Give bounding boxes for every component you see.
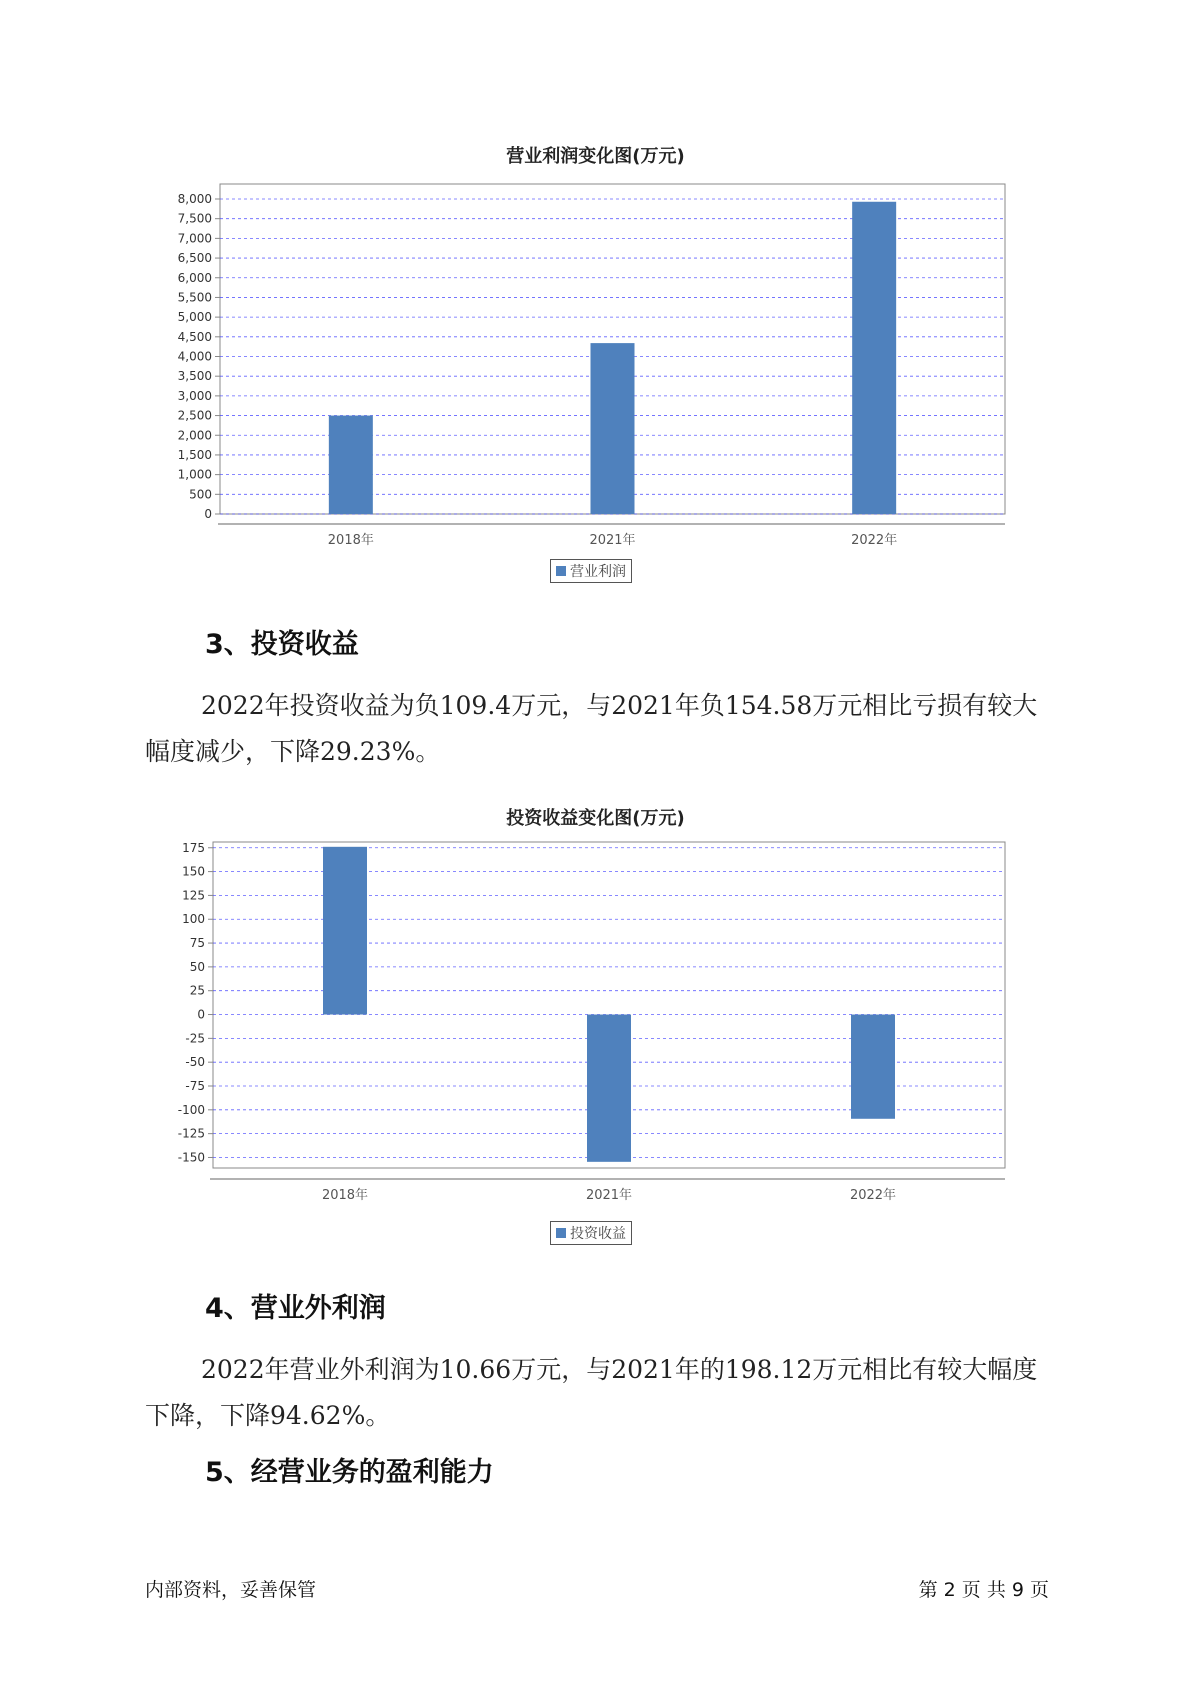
footer-page-number: 第 2 页 共 9 页 — [918, 1579, 1049, 1601]
section3-heading: 3、投资收益 — [205, 629, 359, 660]
y-tick-label: -100 — [177, 1102, 205, 1117]
y-tick-label: 7,000 — [177, 231, 212, 246]
section4-paragraph: 2022年营业外利润为10.66万元，与2021年的198.12万元相比有较大幅度下降，下降94.62%。 — [145, 1355, 1038, 1430]
y-tick-label: -50 — [185, 1055, 205, 1070]
bar-2018年 — [329, 416, 373, 514]
chart2-title: 投资收益变化图(万元) — [506, 808, 685, 829]
y-tick-label: -125 — [177, 1126, 205, 1141]
bar-2021年 — [587, 1015, 631, 1162]
y-tick-label: 100 — [182, 912, 205, 927]
y-tick-label: 3,500 — [177, 369, 212, 384]
y-tick-label: 25 — [189, 983, 205, 998]
y-tick-label: 0 — [197, 1007, 205, 1022]
bar-2022年 — [851, 1015, 895, 1119]
bar-2018年 — [323, 847, 367, 1015]
y-tick-label: 500 — [189, 487, 212, 502]
y-tick-label: 0 — [204, 507, 212, 521]
y-tick-label: -25 — [185, 1031, 205, 1046]
y-tick-label: 150 — [182, 864, 205, 879]
y-tick-label: 7,500 — [177, 211, 212, 226]
x-tick-label: 2018年 — [327, 533, 374, 548]
y-tick-label: 125 — [182, 888, 205, 903]
y-tick-label: 8,000 — [177, 192, 212, 206]
y-tick-label: 50 — [189, 959, 205, 974]
bar-2021年 — [591, 343, 635, 514]
y-tick-label: 2,000 — [177, 428, 212, 443]
y-tick-label: 175 — [182, 840, 205, 855]
x-tick-label: 2021年 — [585, 1188, 633, 1203]
chart1-legend — [550, 559, 632, 583]
footer-confidential: 内部资料，妥善保管 — [145, 1579, 317, 1601]
y-tick-label: -75 — [185, 1079, 205, 1093]
y-tick-label: 4,500 — [177, 329, 212, 344]
legend-swatch — [556, 1228, 566, 1238]
x-tick-label: 2018年 — [321, 1188, 369, 1203]
section3-paragraph: 2022年投资收益为负109.4万元，与2021年负154.58万元相比亏损有较大幅度减少，下降29.23%。 — [145, 691, 1038, 766]
section5-heading: 5、经营业务的盈利能力 — [205, 1457, 494, 1488]
y-tick-label: 75 — [189, 936, 205, 951]
y-tick-label: 4,000 — [177, 349, 212, 364]
investment-income-chart — [0, 835, 1191, 1215]
section4-heading: 4、营业外利润 — [205, 1293, 386, 1324]
y-tick-label: 1,500 — [177, 447, 212, 462]
chart2-legend — [550, 1221, 632, 1245]
y-tick-label: 5,500 — [177, 290, 212, 305]
y-tick-label: 5,000 — [177, 310, 212, 325]
y-tick-label: 2,500 — [177, 408, 212, 423]
x-tick-label: 2021年 — [589, 533, 636, 548]
y-tick-label: 1,000 — [177, 467, 212, 482]
y-tick-label: -150 — [177, 1150, 205, 1165]
chart1-legend-label: 营业利润 — [570, 564, 626, 580]
operating-profit-chart — [0, 170, 1191, 550]
x-tick-label: 2022年 — [849, 1188, 897, 1203]
chart1-title: 营业利润变化图(万元) — [506, 146, 685, 167]
legend-swatch — [556, 566, 566, 576]
y-tick-label: 6,000 — [177, 270, 212, 285]
y-tick-label: 6,500 — [177, 251, 212, 266]
x-tick-label: 2022年 — [851, 533, 898, 548]
y-tick-label: 3,000 — [177, 388, 212, 403]
chart2-legend-label: 投资收益 — [570, 1226, 626, 1242]
bar-2022年 — [852, 202, 896, 514]
